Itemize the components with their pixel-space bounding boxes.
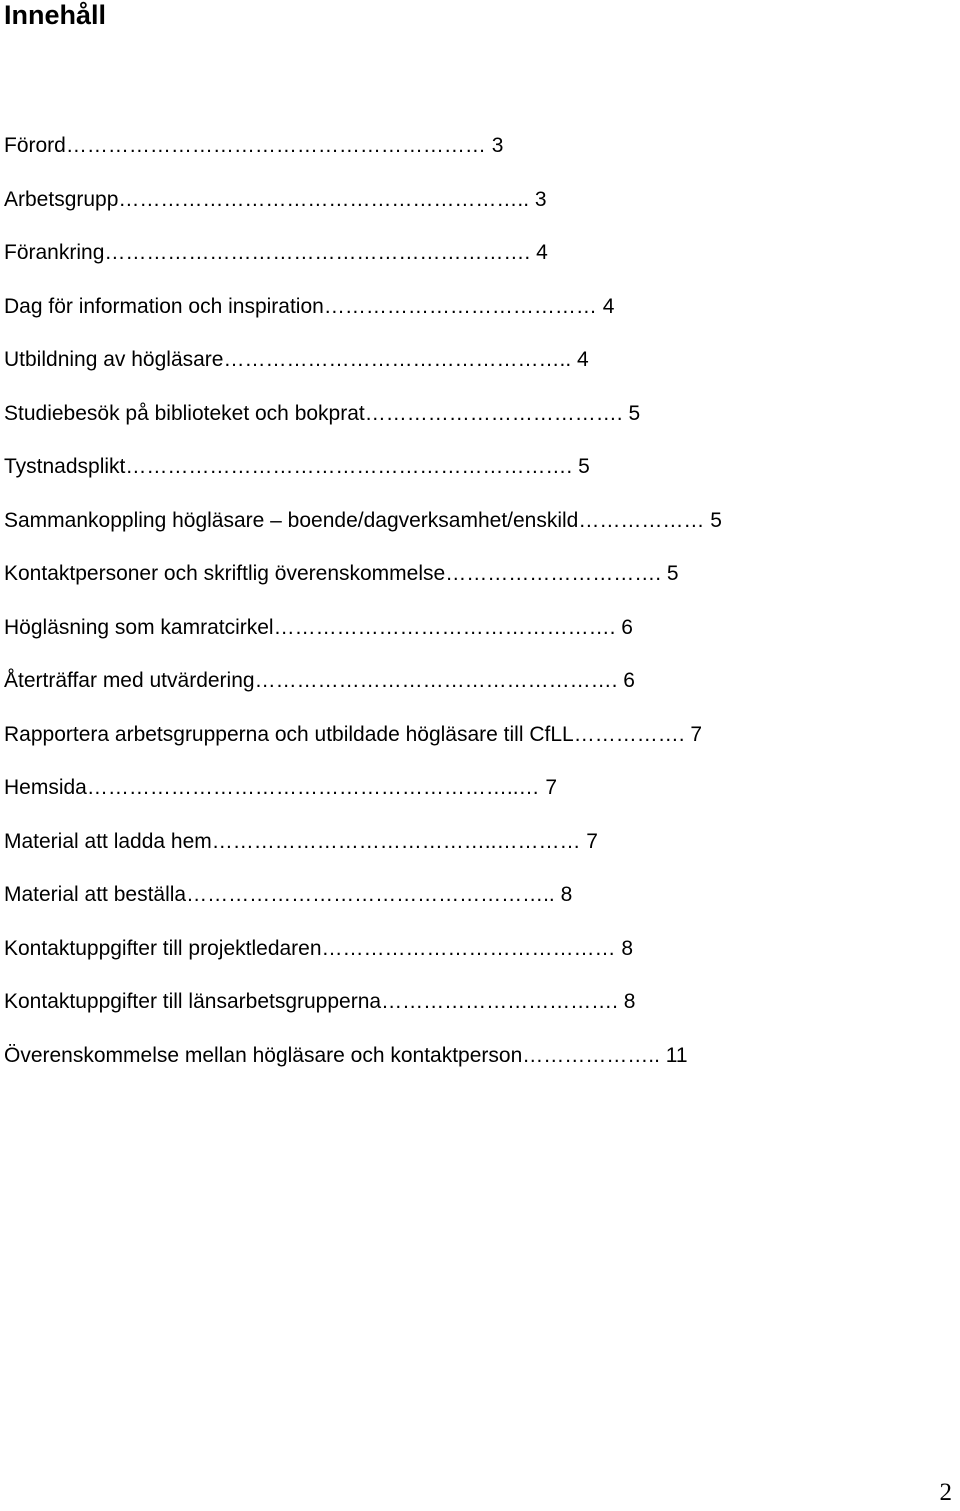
toc-entry-title: Kontaktpersoner och skriftlig överenskommelse: [4, 562, 446, 585]
toc-entry[interactable]: [4, 987, 722, 1041]
toc-entry[interactable]: [4, 720, 722, 774]
toc-entry-title: Högläsning som kamratcirkel: [4, 615, 274, 639]
toc-entry-title: Överenskommelse mellan högläsare och kontaktperson: [4, 1043, 523, 1067]
toc-page-number: 4: [577, 348, 589, 371]
toc-entry-title: Studiebesök på biblioteket och bokprat: [4, 401, 365, 425]
toc-leader: ……………………………………………………: [65, 134, 486, 157]
toc-page-number: 5: [666, 562, 679, 585]
toc-leader: …………………………………: [323, 294, 597, 318]
toc-page-number: 3: [491, 134, 504, 157]
toc-page-number: 8: [560, 883, 573, 906]
toc-entry[interactable]: [4, 934, 722, 988]
toc-leader: ……………………………….: [364, 401, 623, 425]
toc-entry-title: Förord: [4, 134, 66, 157]
toc-entry-title: Rapportera arbetsgrupperna och utbildade högläsare till CfLL: [4, 722, 574, 746]
toc-entry-title: Kontaktuppgifter till projektledaren: [4, 936, 322, 960]
toc-entry[interactable]: [4, 880, 722, 934]
toc-entry-title: Förankring: [4, 241, 105, 264]
toc-leader: …………….: [573, 722, 685, 746]
toc-entry[interactable]: [4, 827, 722, 881]
toc-entry-title: Återträffar med utvärdering: [4, 669, 255, 692]
page-title: Innehåll: [4, 0, 107, 30]
toc-page-number: 4: [536, 241, 548, 264]
table-of-contents: [4, 131, 722, 1094]
toc-leader: …………………………….: [381, 990, 618, 1013]
toc-entry[interactable]: [4, 506, 722, 560]
toc-page-number: 8: [621, 936, 634, 960]
toc-leader: …………………………………………………..: [118, 187, 530, 211]
toc-page-number: 8: [623, 990, 636, 1013]
toc-page-number: 7: [586, 829, 598, 853]
toc-leader: ………………: [578, 508, 705, 532]
toc-page-number: 5: [710, 508, 722, 532]
toc-leader: ……………………………………………..: [186, 883, 555, 906]
toc-entry-title: Kontaktuppgifter till länsarbetsgrupperna: [4, 990, 382, 1013]
toc-entry[interactable]: [4, 238, 722, 292]
toc-entry[interactable]: [4, 185, 722, 239]
toc-entry[interactable]: [4, 292, 722, 346]
toc-entry[interactable]: [4, 613, 722, 667]
toc-page-number: 11: [665, 1043, 688, 1067]
toc-entry[interactable]: [4, 131, 722, 185]
toc-entry[interactable]: [4, 452, 722, 506]
toc-leader: …………………………………..…………: [211, 829, 581, 853]
toc-entry-title: Material att ladda hem: [4, 829, 212, 853]
toc-leader: ……………………………………………………….: [125, 455, 573, 478]
toc-entry-title: Arbetsgrupp: [4, 187, 119, 211]
toc-entry-title: Hemsida: [4, 776, 87, 799]
toc-page-number: 6: [623, 669, 635, 692]
toc-page-number: 7: [690, 722, 703, 746]
toc-leader: ………………………….: [445, 562, 662, 585]
toc-page-number: 5: [578, 455, 590, 478]
toc-leader: ………………..: [522, 1043, 660, 1067]
toc-leader: …………………………………………..: [223, 348, 572, 371]
toc-entry-title: Utbildning av högläsare: [4, 348, 224, 371]
toc-entry-title: Sammankoppling högläsare – boende/dagverksamhet/enskild: [4, 508, 579, 532]
toc-entry-title: Material att beställa: [4, 883, 187, 906]
toc-entry[interactable]: [4, 666, 722, 720]
toc-entry[interactable]: [4, 399, 722, 453]
toc-leader: …………………………………………….: [254, 669, 618, 692]
toc-entry[interactable]: [4, 559, 722, 613]
toc-leader: …………………………………………………….: [104, 241, 531, 264]
toc-leader: ………………………………………….: [273, 615, 616, 639]
toc-page-number: 6: [621, 615, 633, 639]
toc-page-number: 7: [545, 776, 558, 799]
toc-page-number: 4: [602, 294, 615, 318]
toc-entry-title: Tystnadsplikt: [4, 455, 126, 478]
toc-entry[interactable]: [4, 773, 722, 827]
toc-entry-title: Dag för information och inspiration: [4, 294, 324, 318]
toc-page-number: 3: [534, 187, 547, 211]
toc-entry[interactable]: [4, 1041, 722, 1095]
toc-entry[interactable]: [4, 345, 722, 399]
toc-leader: ……………………………………………………..…: [86, 776, 540, 799]
toc-leader: ……………………………………: [321, 936, 616, 960]
toc-page-number: 5: [628, 401, 641, 425]
page-number: 2: [939, 1479, 952, 1506]
